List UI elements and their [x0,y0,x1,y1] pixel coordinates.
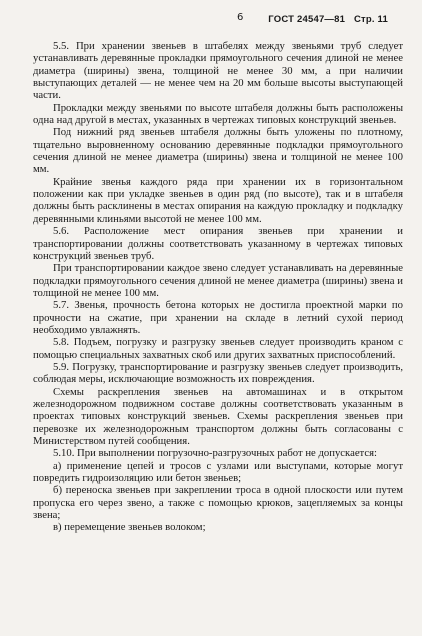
paragraph-5-6: 5.6. Расположение мест опирания звеньев при хранении и транспортировании должны соответствовать указанному в чертежах типовых конструкций звеньев труб. [33,225,403,262]
list-item-b: б) переноска звеньев при закреплении троса в одной плоскости или путем пропуска его через звено, а также с помощью крюков, зацепляемых за концы звена; [33,484,403,522]
paragraph-5-9: 5.9. Погрузку, транспортирование и разгрузку звеньев следует производить, соблюдая меры, исключающие возможность их повреждения. [33,360,403,386]
page-header [268,14,388,25]
document-body [33,40,403,534]
paragraph-spacers: Прокладки между звеньями по высоте штабеля должны быть расположены одна над другой в местах, указанных в чертежах типовых конструкций звеньев. [33,101,403,127]
list-item-a: а) применение цепей и тросов с узлами или выступами, которые могут повредить гидроизоляцию или бетон звеньев; [33,459,403,485]
paragraph-fastening-schemes: Схемы раскрепления звеньев на автомашинах и в открытом железнодорожном подвижном составе должны соответствовать указанным в проектах типовых конструкций звеньев. Схемы раскрепления звеньев при перевозке их железнодорожным транспортом должны быть согласованы с Министерством путей сообщения. [33,385,403,447]
paragraph-5-10: 5.10. При выполнении погрузочно-разгрузочных работ не допускается: [53,447,377,460]
paragraph-5-5: 5.5. При хранении звеньев в штабелях между звеньями труб следует устанавливать деревянные прокладки прямоугольного сечения длиной не менее диаметра (ширины) звена, толщиной не менее 30 мм, а при наличии выступающих деталей — не менее чем на 20 мм больше высоты выступающей части. [33,40,403,102]
paragraph-outer-links: Крайние звенья каждого ряда при хранении их в горизонтальном положении как при укладке звеньев в один ряд (по высоте), так и в штабеля должны быть расклинены в местах опирания на каждую прокладку и подкладку деревянными клиньями высотой не менее 100 мм. [33,175,403,225]
paragraph-5-8: 5.8. Подъем, погрузку и разгрузку звеньев следует производить краном с помощью специальных захватных скоб или других захватных приспособлений. [33,336,403,361]
page-mark: 6 [237,12,244,23]
paragraph-transport: При транспортировании каждое звено следует устанавливать на деревянные подкладки прямоугольного сечения длиной не менее диаметра (ширины) звена и толщиной не менее 100 мм. [33,262,403,299]
standard-number: ГОСТ 24547—81 [268,14,346,25]
paragraph-base-supports: Под нижний ряд звеньев штабеля должны быть уложены по плотному, тщательно выровненному основанию деревянные подкладки прямоугольного сечения длиной не менее диаметра (ширины) звена и толщиной не менее 100 мм. [33,126,403,176]
page-number: Стр. 11 [353,14,388,25]
paragraph-5-7: 5.7. Звенья, прочность бетона которых не достигла проектной марки по прочности на сжатие, при хранении на складе в летний сухой период необходимо увлажнять. [33,299,403,336]
list-item-v: в) перемещение звеньев волоком; [53,521,206,534]
